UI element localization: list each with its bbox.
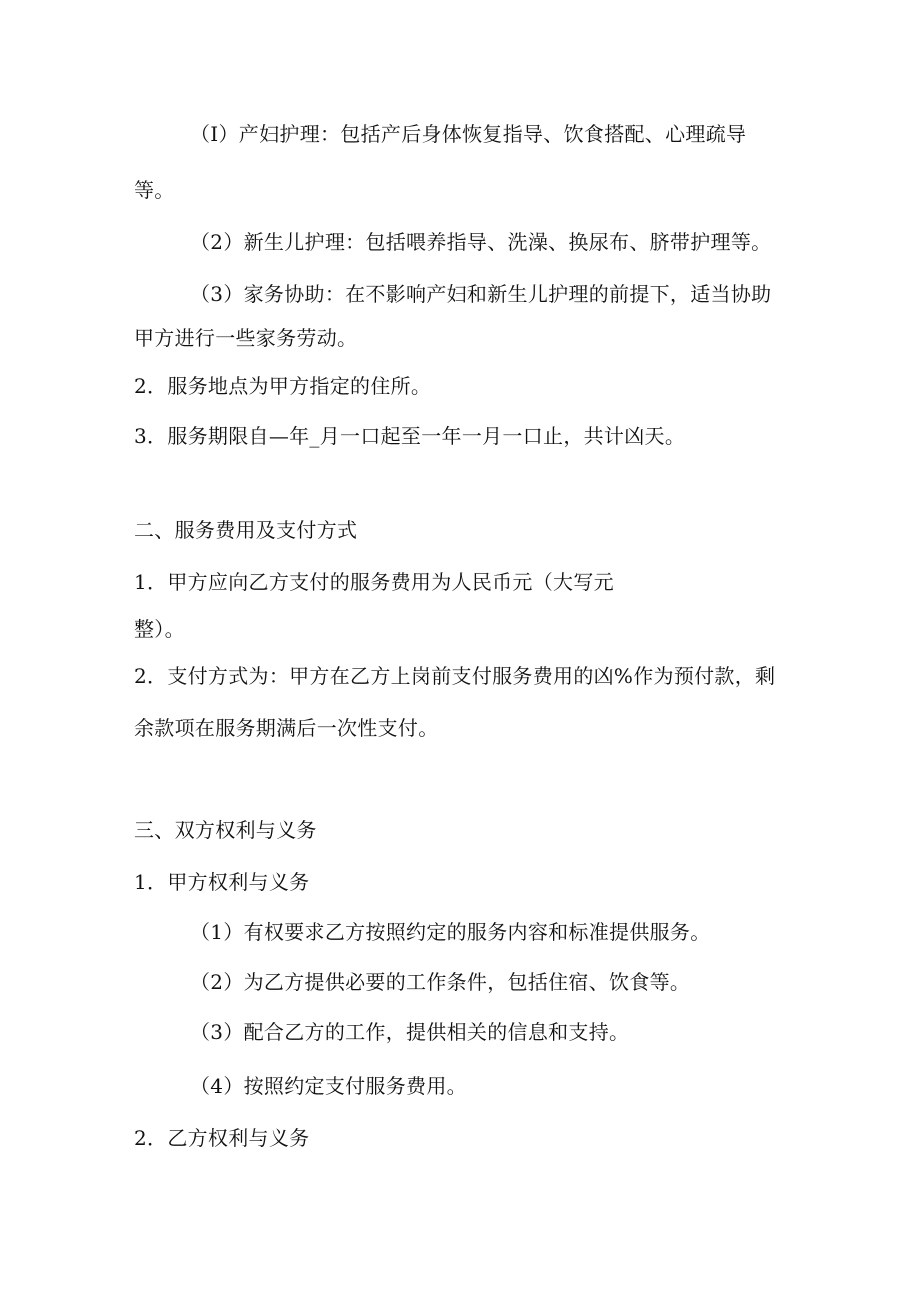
- section-3-clause-1: 1．甲方权利与义务: [134, 870, 310, 894]
- section-3-clause-2: 2．乙方权利与义务: [134, 1126, 310, 1150]
- section-3-sub-3: （3）配合乙方的工作，提供相关的信息和支持。: [190, 1020, 630, 1044]
- section-2-heading: 二、服务费用及支付方式: [134, 518, 358, 542]
- item2: （2）新生儿护理：包括喂养指导、洗澡、换尿布、脐带护理等。: [190, 230, 772, 254]
- item1-line1: （I）产妇护理：包括产后身体恢复指导、饮食搭配、心理疏导: [190, 122, 747, 146]
- section-2-clause-2-line1: 2．支付方式为：甲方在乙方上岗前支付服务费用的凶%作为预付款，剩: [134, 664, 776, 688]
- section-2-clause-2-line2: 余款项在服务期满后一次性支付。: [134, 716, 439, 740]
- section-2-clause-1-line2: 整）。: [134, 617, 185, 641]
- clause-3-period: 3．服务期限自—年_月一口起至一年一月一口止，共计凶天。: [134, 424, 686, 448]
- section-2-clause-1-line1: 1．甲方应向乙方支付的服务费用为人民币元（大写元: [134, 570, 614, 594]
- section-3-sub-4: （4）按照约定支付服务费用。: [190, 1074, 467, 1098]
- section-3-sub-2: （2）为乙方提供必要的工作条件，包括住宿、饮食等。: [190, 970, 691, 994]
- section-3-heading: 三、双方权利与义务: [134, 818, 317, 842]
- item1-line2: 等。: [134, 178, 175, 202]
- section-3-sub-1: （1）有权要求乙方按照约定的服务内容和标准提供服务。: [190, 920, 711, 944]
- item3-line1: （3）家务协助：在不影响产妇和新生儿护理的前提下，适当协助: [190, 282, 772, 306]
- clause-2-location: 2．服务地点为甲方指定的住所。: [134, 374, 432, 398]
- item3-line2: 甲方进行一些家务劳动。: [134, 326, 358, 350]
